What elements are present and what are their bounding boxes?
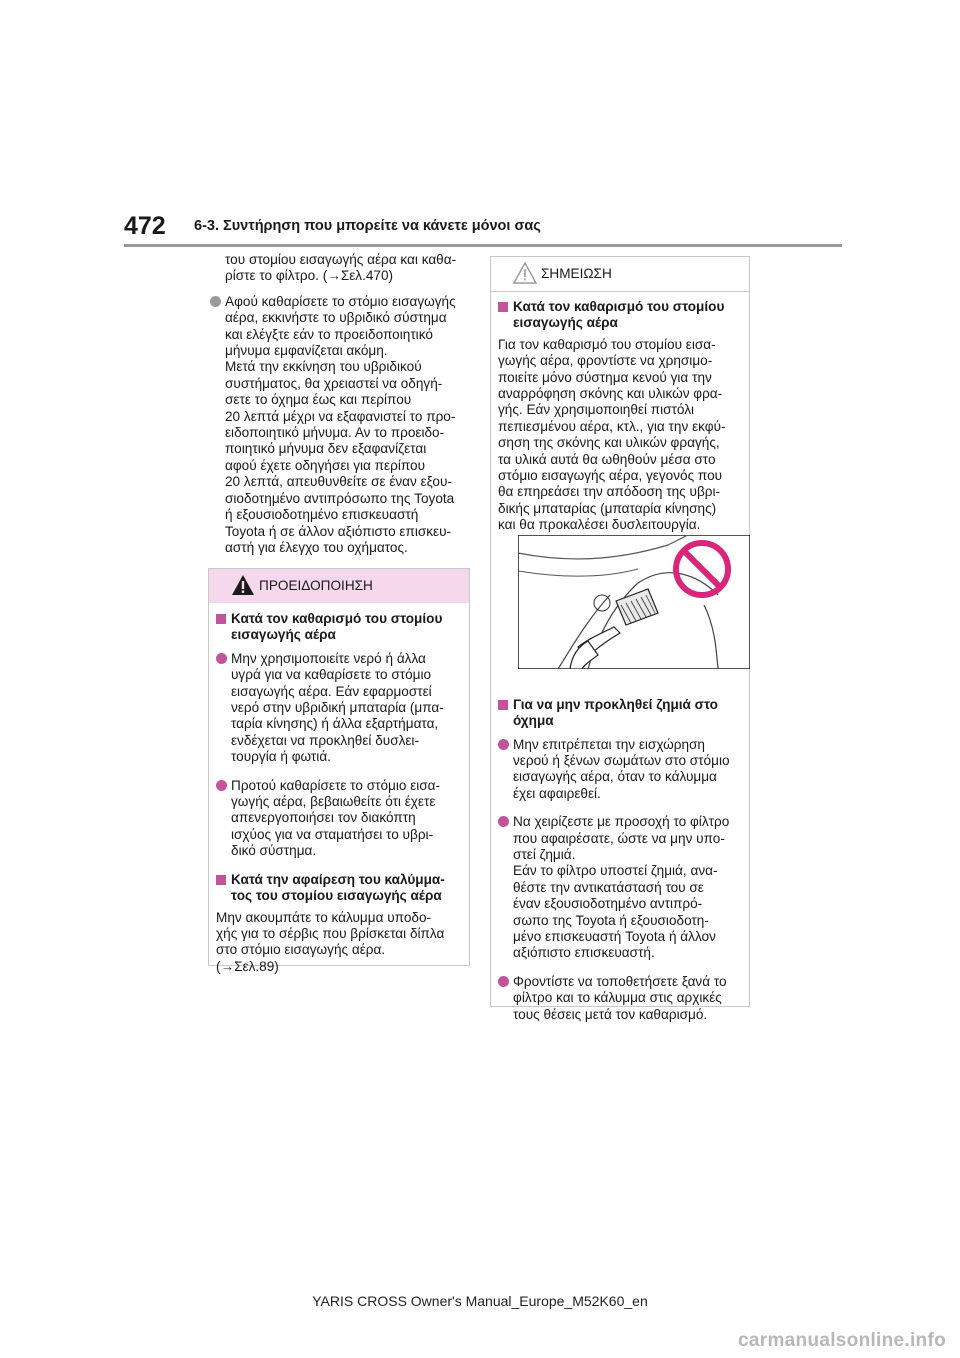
footer-text: YARIS CROSS Owner's Manual_Europe_M52K60_en	[312, 1293, 648, 1309]
notice-heading-2: Για να μην προκληθεί ζημιά στο όχημα	[498, 697, 739, 730]
page-number: 472	[124, 212, 166, 240]
warning-heading-2: Κατά την αφαίρεση του καλύμμα- τος του στομίου εισαγωγής αέρα	[216, 872, 459, 905]
bullet-dot-icon	[210, 296, 221, 307]
bullet-dot-icon	[498, 976, 509, 987]
notice-paragraph: Για τον καθαρισμό του στομίου εισα- γωγής αέρα, φροντίστε να χρησιμο- ποιείτε μόνο σύστημα κενού για την αναρρόφηση σκόνης και υλικών φρα- γής. Εάν χρησιμοποιηθεί πιστόλι πεπιεσμένου αέρα, κτλ., για την εκφύ- σηση της σκόνης και υλικών φραγής, τα υλικά αυτά θα ωθηθούν μέσα στο στόμιο εισαγωγής αέρα, γεγονός που θα επηρεάσει την απόδοση της υβρι- δικής μπαταρίας (μπαταρία κίνησης) και θα προκαλέσει δυσλειτουργία.	[498, 336, 726, 533]
warning-paragraph: Μην ακουμπάτε το κάλυμμα υποδο- χής για το σέρβις που βρίσκεται δίπλα στο στόμιο εισαγωγής αέρα. (→Σελ.89)	[216, 909, 445, 974]
prohibited-cleaning-illustration	[518, 535, 750, 669]
warning-box-header	[209, 569, 469, 603]
caution-triangle-icon	[513, 262, 537, 284]
bullet-dot-icon	[216, 780, 227, 791]
section-title: 6-3. Συντήρηση που μπορείτε να κάνετε μόνοι σας	[194, 218, 541, 234]
bullet-text: Αφού καθαρίσετε το στόμιο εισαγωγής αέρα, εκκινήστε το υβριδικό σύστημα και ελέγξτε εάν το προειδοποιητικό μήνυμα εμφανίζεται ακόμη. Μετά την εκκίνηση του υβριδικού συστήματος, θα χρειαστεί να οδηγή- σετε το όχημα έως και περίπου 20 λεπτά μέχρι να εξαφανιστεί το προ- ειδοποιητικό μήνυμα. Αν το προειδο- ποιητικό μήνυμα δεν εξαφανίζεται αφού έχετε οδηγήσει για περίπου 20 λεπτά, απευθυνθείτε σε έναν εξου- σιοδοτημένο αντιπρόσωπο της Toyota ή εξουσιοδοτημένο επισκευαστή Toyota ή σε άλλον αξιόπιστο επισκευ- αστή για έλεγχο του οχήματος.	[225, 293, 456, 555]
warning-bullet-1: Μην χρησιμοποιείτε νερό ή άλλα υγρά για να καθαρίσετε το στόμιο εισαγωγής αέρα. Εάν εφαρμοστεί νερό στην υβριδική μπαταρία (μπα- ταρία κίνησης) ή άλλα εξαρτήματα, ενδέχεται να προκληθεί δυσλει- τουργία ή φωτιά.	[216, 651, 459, 766]
bullet-dot-icon	[498, 739, 509, 750]
warning-body	[209, 603, 469, 975]
warning-triangle-icon	[231, 574, 255, 596]
warning-title: ΠΡΟΕΙΔΟΠΟΙΗΣΗ	[259, 578, 373, 593]
notice-title: ΣΗΜΕΙΩΣΗ	[541, 266, 612, 281]
bullet-dot-icon	[216, 653, 227, 664]
notice-bullet-2: Να χειρίζεστε με προσοχή το φίλτρο που αφαιρέσατε, ώστε να μην υπο- στεί ζημιά. Εάν το φίλτρο υποστεί ζημιά, ανα- θέστε την αντικατάστασή του σε έναν εξουσιοδοτημένο αντιπρό- σωπο της Toyota ή εξουσιοδοτη- μένο επισκευαστή Toyota ή άλλον αξιόπιστο επισκευαστή.	[498, 814, 739, 962]
bullet-item	[210, 294, 472, 557]
notice-box-header	[491, 257, 749, 292]
warning-heading-1: Κατά τον καθαρισμό του στομίου εισαγωγής αέρα	[216, 611, 459, 644]
continuation-text: του στομίου εισαγωγής αέρα και καθα- ρίστε το φίλτρο. (→Σελ.470)	[225, 252, 457, 284]
notice-heading-1: Κατά τον καθαρισμό του στομίου εισαγωγής αέρα	[498, 299, 739, 332]
square-bullet-icon	[216, 614, 226, 624]
notice-bullet-1: Μην επιτρέπεται την εισχώρηση νερού ή ξένων σωμάτων στο στόμιο εισαγωγής αέρα, όταν το κάλυμμα έχει αφαιρεθεί.	[498, 737, 739, 803]
square-bullet-icon	[498, 700, 508, 710]
page-header	[124, 212, 842, 246]
header-rule	[124, 244, 842, 247]
warning-bullet-2: Προτού καθαρίσετε το στόμιο εισα- γωγής αέρα, βεβαιωθείτε ότι έχετε απενεργοποιήσει τον διακόπτη ισχύος για να σταματήσει το υβρι- δικό σύστημα.	[216, 778, 459, 860]
left-column	[210, 252, 472, 556]
warning-box	[208, 568, 470, 974]
notice-bullet-3: Φροντίστε να τοποθετήσετε ξανά το φίλτρο και το κάλυμμα στις αρχικές τους θέσεις μετά τον καθαρισμό.	[498, 974, 739, 1023]
square-bullet-icon	[498, 302, 508, 312]
square-bullet-icon	[216, 875, 226, 885]
watermark-text: carmanualsonline.info	[738, 1330, 946, 1351]
bullet-dot-icon	[498, 816, 509, 827]
